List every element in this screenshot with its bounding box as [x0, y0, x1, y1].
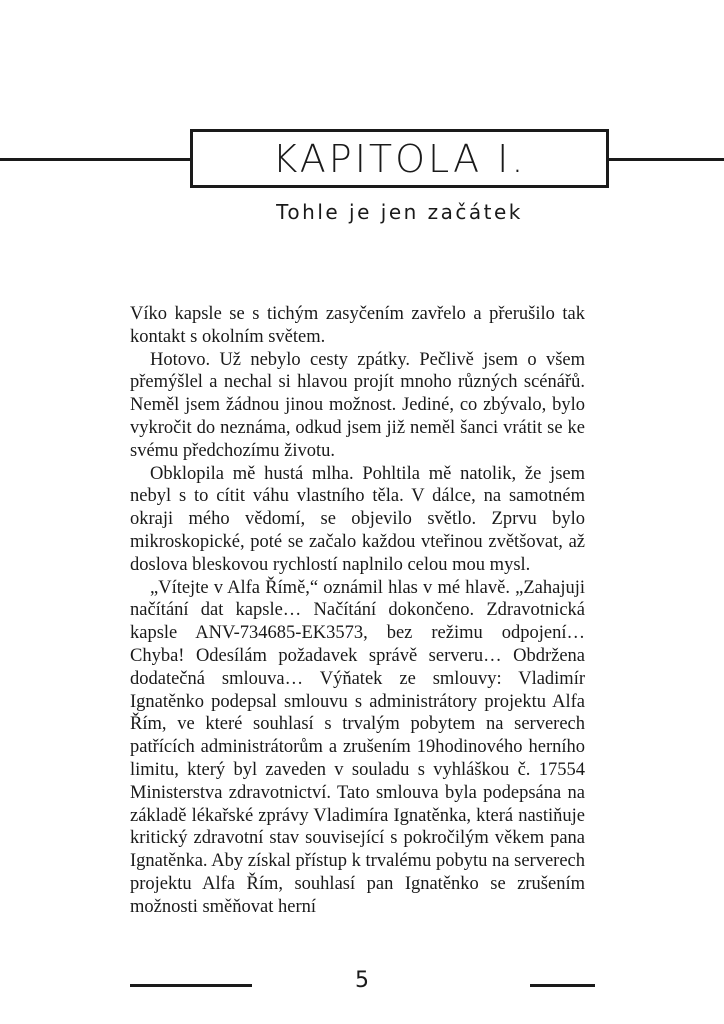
paragraph: Víko kapsle se s tichým zasyčením zavřelo a přerušilo tak kontakt s okolním světem.	[130, 304, 585, 347]
footer-rule-left	[130, 984, 252, 987]
header-rule-left	[0, 158, 192, 161]
body-text	[130, 303, 585, 919]
paragraph: „Vítejte v Alfa Římě,“ oznámil hlas v mé hlavě. „Zahajuji načítání dat kapsle… Načítání dokončeno. Zdravotnická kapsle ANV-734685-EK3573, bez režimu odpojení… Chyba! Odesílám požadavek správě serveru… Obdržena dodatečná smlouva… Výňatek ze smlouvy: Vladimír Ignatěnko podepsal smlouvu s administrátory projektu Alfa Řím, ve které souhlasí s trvalým pobytem na serverech patřících administrátorům a zrušením 19hodinového herního limitu, který byl zaveden v souladu s vyhláškou č. 17554 Ministerstva zdravotnictví. Tato smlouva byla podepsána na základě lékařské zprávy Vladimíra Ignatěnka, která nastiňuje kritický zdravotní stav související s pokročilým věkem pana Ignatěnka. Aby získal přístup k trvalému pobytu na serverech projektu Alfa Řím, souhlasí pan Ignatěnko se zrušením možnosti směňovat herní	[130, 577, 585, 917]
paragraph: Obklopila mě hustá mlha. Pohltila mě natolik, že jsem nebyl s to cítit váhu vlastního těla. V dálce, na samotném okraji mého vědomí, se objevilo světlo. Zprvu bylo mikroskopické, poté se začalo každou vteřinou zvětšovat, až doslova bleskovou rychlostí naplnilo celou mou mysl.	[130, 463, 585, 575]
paragraph: Hotovo. Už nebylo cesty zpátky. Pečlivě jsem o všem přemýšlel a nechal si hlavou projít mnoho různých scénářů. Neměl jsem žádnou jinou možnost. Jediné, co zbývalo, bylo vykročit do neznáma, odkud jsem již neměl šanci vrátit se ke svému předchozímu životu.	[130, 349, 585, 461]
footer-rule-right	[530, 984, 595, 987]
chapter-subtitle: Tohle je jen začátek	[276, 200, 523, 224]
header-rule-right	[607, 158, 724, 161]
page-number: 5	[355, 968, 369, 993]
chapter-title-box	[190, 129, 609, 188]
chapter-title: KAPITOLA I.	[272, 136, 527, 181]
